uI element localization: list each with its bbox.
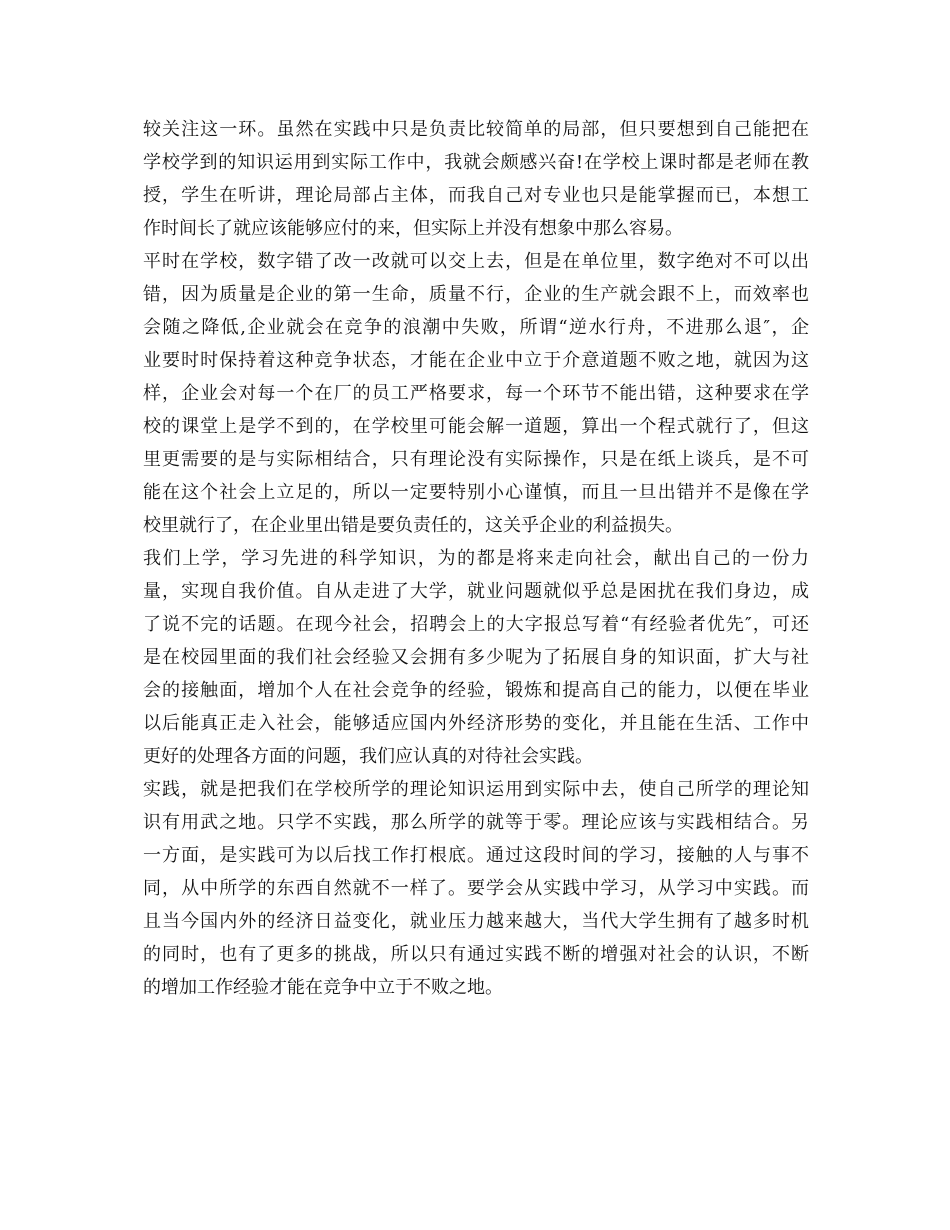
text-line: 较关注这一环。虽然在实践中只是负责比较简单的局部，但只要想到自己能把在	[143, 119, 809, 140]
text-line: 能在这个社会上立足的，所以一定要特别小心谨慎，而且一旦出错并不是像在学	[143, 482, 809, 503]
text-line: 会的接触面，增加个人在社会竞争的经验，锻炼和提高自己的能力，以便在毕业	[143, 680, 809, 701]
text-line: 实践，就是把我们在学校所学的理论知识运用到实际中去，使自己所学的理论知	[143, 779, 809, 800]
text-line: 的同时，也有了更多的挑战，所以只有通过实践不断的增强对社会的认识，不断	[143, 944, 809, 965]
text-line: 作时间长了就应该能够应付的来，但实际上并没有想象中那么容易。	[143, 218, 683, 239]
text-line: 的增加工作经验才能在竞争中立于不败之地。	[143, 977, 503, 998]
text-line: 错，因为质量是企业的第一生命，质量不行，企业的生产就会跟不上，而效率也	[143, 284, 809, 305]
text-line: 以后能真正走入社会，能够适应国内外经济形势的变化，并且能在生活、工作中	[143, 713, 809, 734]
text-line: 了说不完的话题。在现今社会，招聘会上的大字报总写着“有经验者优先″，可还	[143, 614, 809, 635]
text-line: 量，实现自我价值。自从走进了大学，就业问题就似乎总是困扰在我们身边，成	[143, 581, 809, 602]
text-line: 我们上学，学习先进的科学知识，为的都是将来走向社会，献出自己的一份力	[143, 548, 809, 569]
document-body	[143, 113, 809, 1004]
text-line: 是在校园里面的我们社会经验又会拥有多少呢为了拓展自身的知识面，扩大与社	[143, 647, 809, 668]
paragraph-2	[143, 245, 809, 542]
paragraph-3	[143, 542, 809, 773]
text-line: 校的课堂上是学不到的，在学校里可能会解一道题，算出一个程式就行了，但这	[143, 416, 809, 437]
text-line: 且当今国内外的经济日益变化，就业压力越来越大，当代大学生拥有了越多时机	[143, 911, 809, 932]
text-line: 会随之降低,企业就会在竞争的浪潮中失败，所谓“逆水行舟，不进那么退″，企	[143, 317, 809, 338]
text-line: 学校学到的知识运用到实际工作中，我就会颇感兴奋!在学校上课时都是老师在教	[143, 152, 809, 173]
text-line: 样，企业会对每一个在厂的员工严格要求，每一个环节不能出错，这种要求在学	[143, 383, 809, 404]
paragraph-1	[143, 113, 809, 245]
text-line: 更好的处理各方面的问题，我们应认真的对待社会实践。	[143, 746, 593, 767]
text-line: 一方面，是实践可为以后找工作打根底。通过这段时间的学习，接触的人与事不	[143, 845, 809, 866]
text-line: 校里就行了，在企业里出错是要负责任的，这关乎企业的利益损失。	[143, 515, 683, 536]
text-line: 授，学生在听讲，理论局部占主体，而我自己对专业也只是能掌握而已，本想工	[143, 185, 809, 206]
paragraph-4	[143, 773, 809, 1004]
text-line: 平时在学校，数字错了改一改就可以交上去，但是在单位里，数字绝对不可以出	[143, 251, 809, 272]
text-line: 识有用武之地。只学不实践，那么所学的就等于零。理论应该与实践相结合。另	[143, 812, 809, 833]
text-line: 同，从中所学的东西自然就不一样了。要学会从实践中学习，从学习中实践。而	[143, 878, 809, 899]
text-line: 业要时时保持着这种竞争状态，才能在企业中立于介意道题不败之地，就因为这	[143, 350, 809, 371]
text-line: 里更需要的是与实际相结合，只有理论没有实际操作，只是在纸上谈兵，是不可	[143, 449, 809, 470]
